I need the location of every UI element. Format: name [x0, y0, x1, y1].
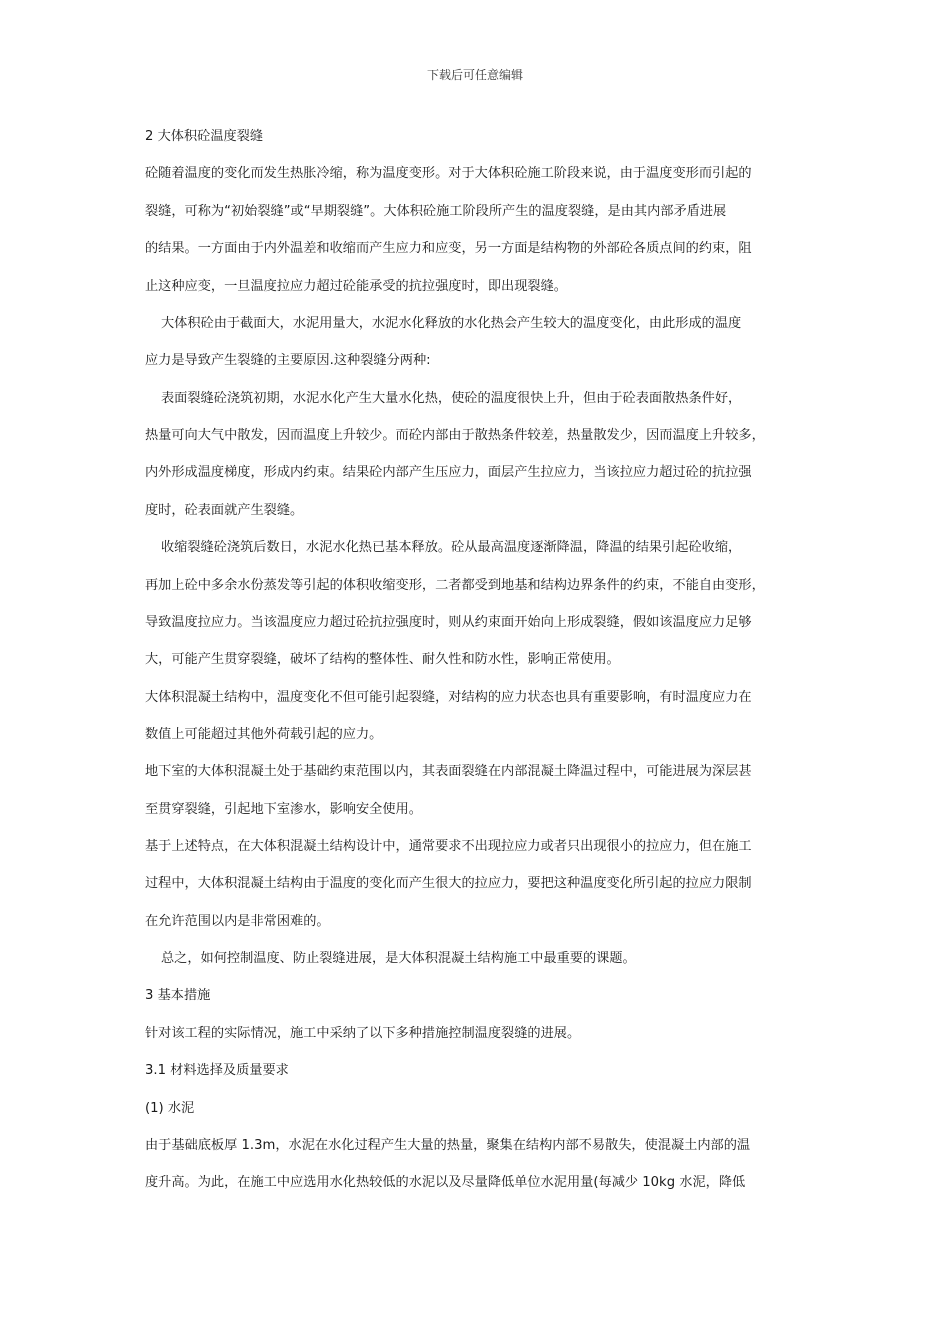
text-line: 砼随着温度的变化而发生热胀冷缩，称为温度变形。对于大体积砼施工阶段来说，由于温度变形而引起的	[145, 166, 752, 181]
text-line: 收缩裂缝砼浇筑后数日，水泥水化热已基本释放。砼从最高温度逐渐降温，降温的结果引起砼收缩，	[161, 540, 742, 555]
text-line: 应力是导致产生裂缝的主要原因.这种裂缝分两种:	[145, 353, 431, 368]
text-line: 内外形成温度梯度，形成内约束。结果砼内部产生压应力，面层产生拉应力，当该拉应力超过砼的抗拉强	[145, 465, 752, 480]
text-line: 裂缝，可称为“初始裂缝”或“早期裂缝”。大体积砼施工阶段所产生的温度裂缝，是由其内部矛盾进展	[145, 204, 727, 219]
text-line: 在允许范围以内是非常困难的。	[145, 914, 330, 929]
subsection-heading: 3.1 材料选择及质量要求	[145, 1063, 289, 1078]
page-header: 下载后可任意编辑	[426, 68, 523, 82]
text-line: 大体积混凝土结构中，温度变化不但可能引起裂缝，对结构的应力状态也具有重要影响，有时温度应力在	[145, 690, 752, 705]
text-line: 止这种应变，一旦温度拉应力超过砼能承受的抗拉强度时，即出现裂缝。	[145, 279, 567, 294]
text-line: 至贯穿裂缝，引起地下室渗水，影响安全使用。	[145, 802, 422, 817]
text-line: 热量可向大气中散发，因而温度上升较少。而砼内部由于散热条件较差，热量散发少，因而温度上升较多，	[145, 428, 765, 443]
text-line: 数值上可能超过其他外荷载引起的应力。	[145, 727, 383, 742]
text-line: 针对该工程的实际情况，施工中采纳了以下多种措施控制温度裂缝的进展。	[145, 1026, 581, 1041]
text-line: 度时，砼表面就产生裂缝。	[145, 503, 304, 518]
text-line: 表面裂缝砼浇筑初期，水泥水化产生大量水化热，使砼的温度很快上升，但由于砼表面散热条件好，	[161, 391, 742, 406]
text-line: 大体积砼由于截面大，水泥用量大，水泥水化释放的水化热会产生较大的温度变化，由此形成的温度	[161, 316, 742, 331]
section-heading: 2 大体积砼温度裂缝	[145, 129, 264, 144]
text-line: 的结果。一方面由于内外温差和收缩而产生应力和应变，另一方面是结构物的外部砼各质点间的约束，阻	[145, 241, 752, 256]
text-line: 地下室的大体积混凝土处于基础约束范围以内，其表面裂缝在内部混凝土降温过程中，可能进展为深层甚	[145, 764, 752, 779]
text-line: 度升高。为此，在施工中应选用水化热较低的水泥以及尽量降低单位水泥用量(每减少 10kg 水泥，降低	[145, 1175, 746, 1190]
text-line: 基于上述特点，在大体积混凝土结构设计中，通常要求不出现拉应力或者只出现很小的拉应力，但在施工	[145, 839, 752, 854]
section-heading: 3 基本措施	[145, 988, 211, 1003]
text-line: 大，可能产生贯穿裂缝，破坏了结构的整体性、耐久性和防水性，影响正常使用。	[145, 652, 620, 667]
text-line: 过程中，大体积混凝土结构由于温度的变化而产生很大的拉应力，要把这种温度变化所引起的拉应力限制	[145, 876, 752, 891]
text-line: 导致温度拉应力。当该温度应力超过砼抗拉强度时，则从约束面开始向上形成裂缝，假如该温度应力足够	[145, 615, 752, 630]
text-line: 再加上砼中多余水份蒸发等引起的体积收缩变形，二者都受到地基和结构边界条件的约束，不能自由变形，	[145, 578, 765, 593]
text-line: 总之，如何控制温度、防止裂缝进展，是大体积混凝土结构施工中最重要的课题。	[161, 951, 636, 966]
text-line: 由于基础底板厚 1.3m，水泥在水化过程产生大量的热量，聚集在结构内部不易散失，使混凝土内部的温	[145, 1138, 751, 1153]
item-heading: (1) 水泥	[145, 1101, 195, 1116]
